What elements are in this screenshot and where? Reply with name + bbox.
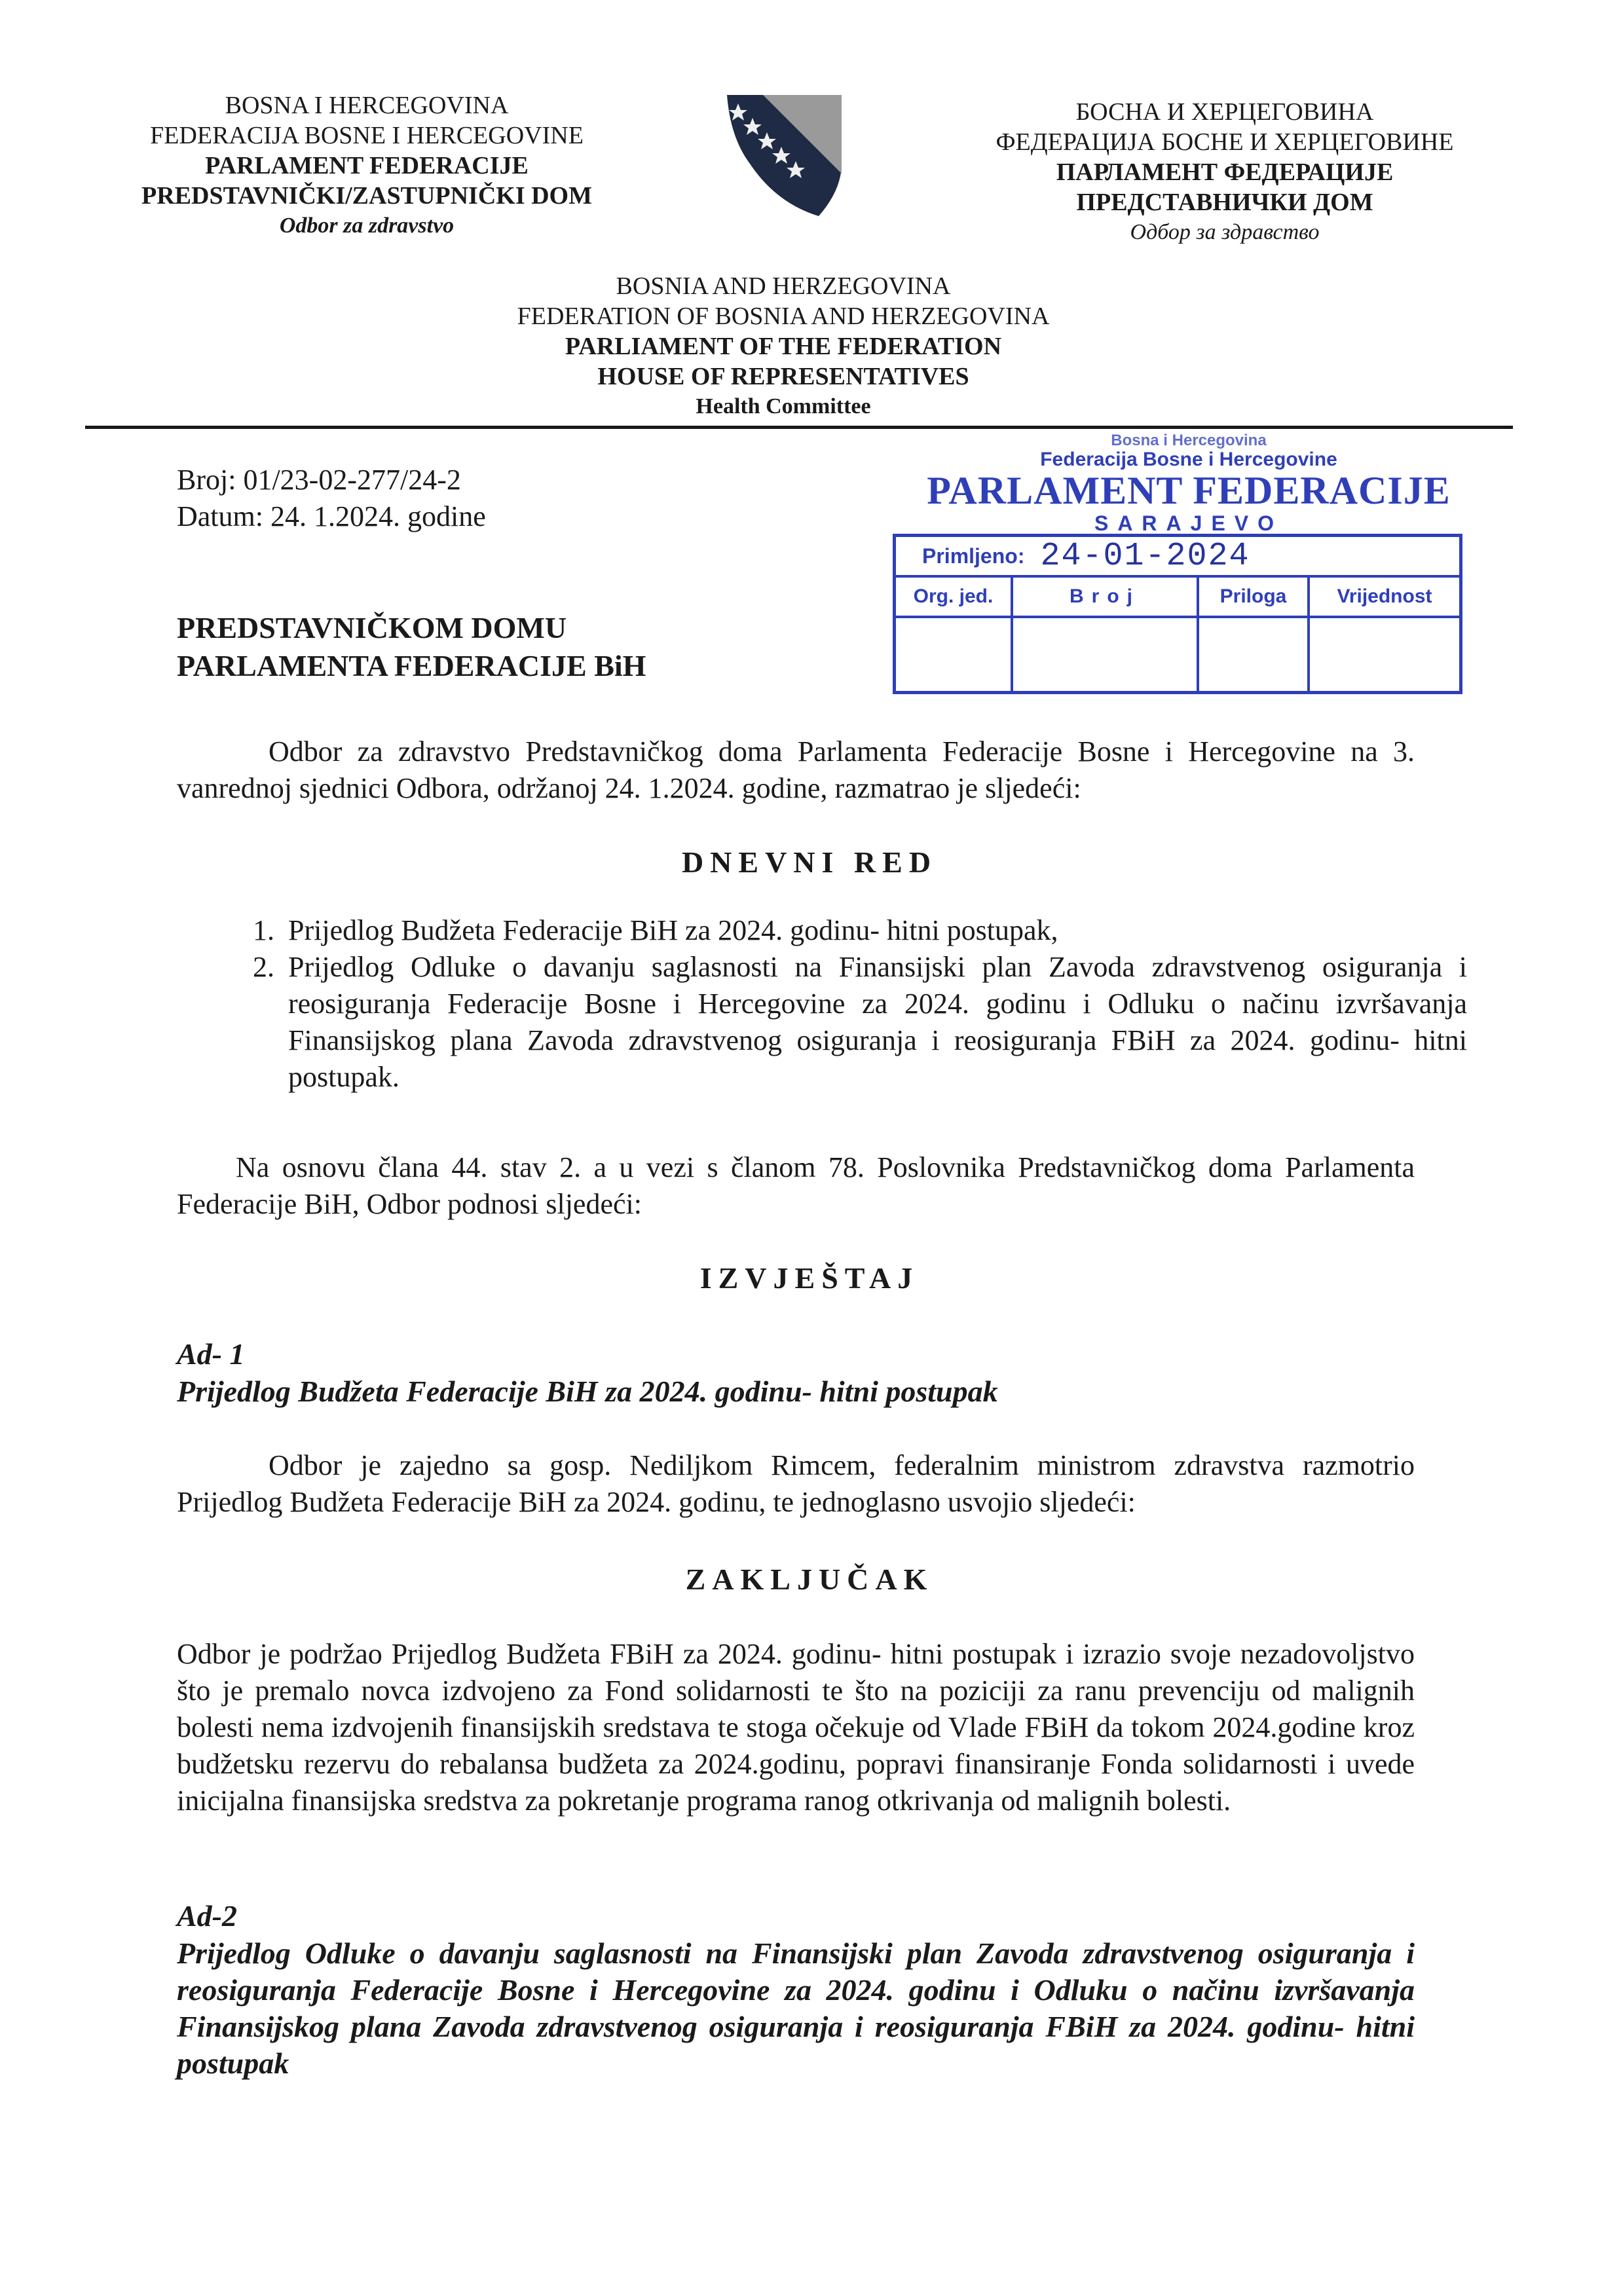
received-stamp-header	[904, 432, 1474, 536]
header-left-line: PARLAMENT FEDERACIJE	[205, 152, 529, 179]
coat-of-arms-icon	[724, 92, 845, 216]
recipient-block	[177, 609, 646, 685]
header-right-line: БОСНА И ХЕРЦЕГОВИНА	[1075, 98, 1374, 126]
stamp-line: PARLAMENT FEDERACIJE	[927, 469, 1451, 512]
header-left-block	[105, 90, 629, 241]
report-title: IZVJEŠTAJ	[699, 1261, 920, 1295]
recipient-line: PREDSTAVNIČKOM DOMU	[177, 611, 567, 644]
stamp-col-number: Broj	[1013, 578, 1199, 616]
agenda-item: 1. Prijedlog Budžeta Federacije BiH za 2024. godinu- hitni postupak,	[282, 912, 1467, 949]
stamp-col-value: Vrijednost	[1337, 585, 1432, 607]
ad1-title: Prijedlog Budžeta Federacije BiH za 2024. godinu- hitni postupak	[177, 1375, 998, 1408]
agenda-title: DNEVNI RED	[681, 845, 938, 879]
header-right-committee: Одбор за здравство	[1130, 220, 1320, 244]
stamp-received-row	[896, 537, 1459, 578]
header-center-line: PARLIAMENT OF THE FEDERATION	[565, 333, 1002, 360]
header-left-committee: Odbor za zdravstvo	[279, 213, 455, 238]
stamp-cell	[1199, 618, 1310, 692]
basis-paragraph: Na osnovu člana 44. stav 2. a u vezi s članom 78. Poslovnika Predstavničkog doma Parlamenta Federacije BiH, Odbor podnosi sljedeći:	[177, 1151, 1415, 1220]
stamp-received-date: 24-01-2024	[1040, 537, 1250, 575]
header-right-line: ФЕДЕРАЦИЈА БОСНЕ И ХЕРЦЕГОВИНЕ	[996, 128, 1454, 156]
header-center-block	[417, 271, 1150, 422]
header-left-line: PREDSTAVNIČKI/ZASTUPNIČKI DOM	[141, 182, 592, 210]
received-stamp-box	[893, 534, 1462, 694]
document-meta	[177, 462, 486, 535]
stamp-received-label: Primljeno:	[922, 544, 1025, 568]
stamp-columns-row	[896, 578, 1459, 618]
header-left-line: BOSNA I HERCEGOVINA	[225, 92, 509, 119]
stamp-col-attachments: Priloga	[1199, 578, 1310, 616]
header-center-line: FEDERATION OF BOSNIA AND HERZEGOVINA	[517, 303, 1050, 330]
header-right-line: ПРЕДСТАВНИЧКИ ДОМ	[1076, 189, 1373, 216]
header-center-line: HOUSE OF REPRESENTATIVES	[597, 363, 969, 390]
ad1-label: Ad- 1	[177, 1337, 245, 1371]
stamp-line: Federacija Bosne i Hercegovine	[1040, 449, 1337, 470]
stamp-line: SARAJEVO	[1094, 511, 1284, 535]
stamp-line: Bosna i Hercegovina	[1111, 432, 1267, 449]
stamp-empty-row	[896, 618, 1459, 692]
stamp-cell	[1013, 618, 1199, 692]
header-left-line: FEDERACIJA BOSNE I HERCEGOVINE	[150, 122, 584, 149]
header-center-line: BOSNIA AND HERZEGOVINA	[616, 272, 951, 300]
header-divider	[85, 426, 1513, 429]
stamp-cell	[1310, 618, 1459, 692]
header-right-block	[937, 97, 1513, 248]
recipient-line: PARLAMENTA FEDERACIJE BiH	[177, 649, 646, 682]
intro-paragraph: Odbor za zdravstvo Predstavničkog doma Parlamenta Federacije Bosne i Hercegovine na 3. vanrednoj sjednici Odbora, održanoj 24. 1.2024. godine, razmatrao je sljedeći:	[177, 735, 1415, 804]
document-number: Broj: 01/23-02-277/24-2	[177, 464, 461, 496]
agenda-list	[229, 912, 1467, 1096]
ad2-label: Ad-2	[177, 1899, 237, 1933]
header-center-committee: Health Committee	[696, 394, 871, 418]
conclusion-paragraph: Odbor je podržao Prijedlog Budžeta FBiH za 2024. godinu- hitni postupak i izrazio svoje nezadovoljstvo što je premalo novca izdvojeno za Fond solidarnosti te što na poziciji za ranu prevenciju od malignih bolesti nema izdvojenih finansijskih sredstava te stoga očekuje od Vlade FBiH da tokom 2024.godine kroz budžetsku rezervu do rebalansa budžeta za 2024.godinu, popravi finansiranje Fonda solidarnosti i uvede inicijalna finansijska sredstva za pokretanje programa ranog otkrivanja od malignih bolesti.	[177, 1638, 1415, 1817]
agenda-item: 2. Prijedlog Odluke o davanju saglasnosti na Finansijski plan Zavoda zdravstvenog osiguranja i reosiguranja Federacije Bosne i Hercegovine za 2024. godinu i Odluku o načinu izvršavanja Finansijskog plana Zavoda zdravstvenog osiguranja i reosiguranja FBiH za 2024. godinu- hitni postupak.	[282, 949, 1467, 1096]
ad2-title: Prijedlog Odluke o davanju saglasnosti na Finansijski plan Zavoda zdravstvenog osiguranja i reosiguranja Federacije Bosne i Hercegovine za 2024. godinu i Odluku o načinu izvršavanja Finansijskog plana Zavoda zdravstvenog osiguranja i reosiguranja FBiH za 2024. godinu- hitni postupak	[177, 1936, 1415, 2080]
header-right-line: ПАРЛАМЕНТ ФЕДЕРАЦИЈЕ	[1056, 158, 1394, 186]
stamp-col-org: Org. jed.	[896, 578, 1013, 616]
conclusion-title: ZAKLJUČAK	[685, 1563, 934, 1596]
ad1-paragraph: Odbor je zajedno sa gosp. Nediljkom Rimcem, federalnim ministrom zdravstva razmotrio Prijedlog Budžeta Federacije BiH za 2024. godinu, te jednoglasno usvojio sljedeći:	[177, 1449, 1415, 1518]
document-date: Datum: 24. 1.2024. godine	[177, 500, 486, 532]
stamp-cell	[896, 618, 1013, 692]
